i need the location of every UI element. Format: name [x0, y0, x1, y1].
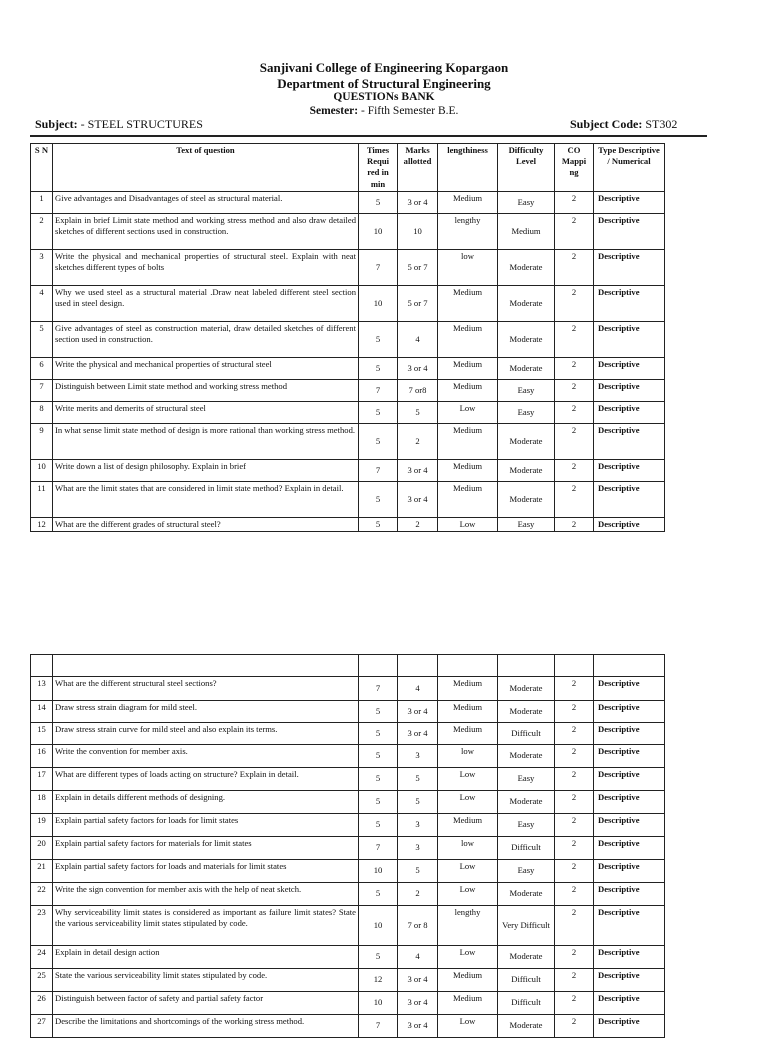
time-required: 5: [359, 701, 398, 723]
co-mapping: 2: [555, 481, 594, 517]
lengthiness: Medium: [438, 723, 498, 745]
marks-allotted: 2: [398, 883, 438, 906]
question-text: Explain in details different methods of designing.: [53, 791, 359, 814]
difficulty-level: Easy: [498, 401, 555, 423]
question-text: Why serviceability limit states is considered as important as failure limit states? State the various serviceability limit states stipulated by code.: [53, 906, 359, 946]
question-text: Describe the limitations and shortcomings of the working stress method.: [53, 1015, 359, 1038]
co-mapping: 2: [555, 401, 594, 423]
marks-allotted: 3 or 4: [398, 191, 438, 213]
question-text: Explain partial safety factors for loads and materials for limit states: [53, 860, 359, 883]
time-required: 5: [359, 768, 398, 791]
marks-allotted: 3 or 4: [398, 357, 438, 379]
question-row: [31, 249, 665, 285]
question-number: 2: [31, 213, 53, 249]
difficulty-level: Difficult: [498, 723, 555, 745]
question-text: Give advantages and Disadvantages of steel as structural material.: [53, 191, 359, 213]
marks-allotted: 4: [398, 321, 438, 357]
question-row: [31, 946, 665, 969]
co-mapping: 2: [555, 423, 594, 459]
question-type: Descriptive: [594, 321, 665, 357]
question-text: In what sense limit state method of design is more rational than working stress method.: [53, 423, 359, 459]
col-header-type: Type Descriptive / Numerical: [594, 144, 665, 192]
co-mapping: 2: [555, 321, 594, 357]
college-name: Sanjivani College of Engineering Kopargaon: [259, 60, 509, 75]
lengthiness: Medium: [438, 423, 498, 459]
time-required: 5: [359, 883, 398, 906]
question-number: 27: [31, 1015, 53, 1038]
question-number: 7: [31, 379, 53, 401]
co-mapping: 2: [555, 883, 594, 906]
question-number: 8: [31, 401, 53, 423]
lengthiness: Low: [438, 1015, 498, 1038]
question-text: Why we used steel as a structural material .Draw neat labeled different steel section used in steel design.: [53, 285, 359, 321]
lengthiness: Medium: [438, 969, 498, 992]
marks-allotted: 5: [398, 860, 438, 883]
lengthiness: low: [438, 745, 498, 768]
difficulty-level: Moderate: [498, 423, 555, 459]
co-mapping: 2: [555, 992, 594, 1015]
question-row: [31, 701, 665, 723]
co-mapping: 2: [555, 837, 594, 860]
semester-line: [0, 105, 768, 117]
question-row: [31, 213, 665, 249]
time-required: 7: [359, 1015, 398, 1038]
question-number: 21: [31, 860, 53, 883]
marks-allotted: 2: [398, 423, 438, 459]
col-header-marks: Marks allotted: [398, 144, 438, 192]
question-type: Descriptive: [594, 992, 665, 1015]
question-row: [31, 677, 665, 701]
lengthiness: Medium: [438, 459, 498, 481]
question-text: Draw stress strain curve for mild steel and also explain its terms.: [53, 723, 359, 745]
marks-allotted: 3 or 4: [398, 1015, 438, 1038]
question-type: Descriptive: [594, 481, 665, 517]
marks-allotted: 3 or 4: [398, 723, 438, 745]
co-mapping: 2: [555, 701, 594, 723]
question-type: Descriptive: [594, 946, 665, 969]
marks-allotted: 4: [398, 677, 438, 701]
question-text: Give advantages of steel as construction material, draw detailed sketches of different section used in construction.: [53, 321, 359, 357]
marks-allotted: 5: [398, 401, 438, 423]
difficulty-level: Moderate: [498, 459, 555, 481]
marks-allotted: 3: [398, 837, 438, 860]
difficulty-level: Moderate: [498, 946, 555, 969]
co-mapping: 2: [555, 969, 594, 992]
question-row: [31, 379, 665, 401]
time-required: 7: [359, 459, 398, 481]
time-required: 10: [359, 285, 398, 321]
subject-code-line: [570, 117, 677, 132]
subject-code-value: ST302: [642, 117, 678, 131]
question-text: Explain partial safety factors for loads for limit states: [53, 814, 359, 837]
time-required: 5: [359, 791, 398, 814]
question-number: 15: [31, 723, 53, 745]
co-mapping: 2: [555, 249, 594, 285]
question-text: Write the sign convention for member axis with the help of neat sketch.: [53, 883, 359, 906]
time-required: 5: [359, 814, 398, 837]
lengthiness: Low: [438, 401, 498, 423]
question-row: [31, 860, 665, 883]
question-row: [31, 883, 665, 906]
difficulty-level: Moderate: [498, 249, 555, 285]
marks-allotted: 5: [398, 791, 438, 814]
question-row: [31, 837, 665, 860]
marks-allotted: 5 or 7: [398, 285, 438, 321]
co-mapping: 2: [555, 723, 594, 745]
department-name: Department of Structural Engineering: [277, 76, 491, 91]
question-type: Descriptive: [594, 401, 665, 423]
co-mapping: 2: [555, 357, 594, 379]
question-type: Descriptive: [594, 768, 665, 791]
question-row: [31, 459, 665, 481]
time-required: 5: [359, 946, 398, 969]
question-text: Explain in brief Limit state method and working stress method and also draw detailed sketches of different sections used in construction.: [53, 213, 359, 249]
lengthiness: lengthy: [438, 906, 498, 946]
lengthiness: Medium: [438, 701, 498, 723]
question-type: Descriptive: [594, 883, 665, 906]
question-number: 23: [31, 906, 53, 946]
question-text: State the various serviceability limit states stipulated by code.: [53, 969, 359, 992]
question-text: What are the different grades of structural steel?: [53, 517, 359, 531]
question-row: [31, 969, 665, 992]
time-required: 5: [359, 723, 398, 745]
question-type: Descriptive: [594, 860, 665, 883]
marks-allotted: 7 or8: [398, 379, 438, 401]
time-required: 10: [359, 992, 398, 1015]
difficulty-level: Moderate: [498, 357, 555, 379]
marks-allotted: 3 or 4: [398, 992, 438, 1015]
time-required: 5: [359, 481, 398, 517]
time-required: 5: [359, 401, 398, 423]
question-row: [31, 191, 665, 213]
difficulty-level: Moderate: [498, 677, 555, 701]
question-number: 20: [31, 837, 53, 860]
question-text: What are the different structural steel sections?: [53, 677, 359, 701]
co-mapping: 2: [555, 791, 594, 814]
question-row: [31, 321, 665, 357]
marks-allotted: 3 or 4: [398, 481, 438, 517]
question-type: Descriptive: [594, 517, 665, 531]
question-number: 25: [31, 969, 53, 992]
question-number: 3: [31, 249, 53, 285]
marks-allotted: 3 or 4: [398, 969, 438, 992]
difficulty-level: Moderate: [498, 745, 555, 768]
question-number: 11: [31, 481, 53, 517]
question-text: Write the physical and mechanical properties of structural steel: [53, 357, 359, 379]
question-type: Descriptive: [594, 249, 665, 285]
question-number: 19: [31, 814, 53, 837]
question-text: Explain in detail design action: [53, 946, 359, 969]
question-number: 24: [31, 946, 53, 969]
time-required: 5: [359, 745, 398, 768]
question-text: Write merits and demerits of structural steel: [53, 401, 359, 423]
time-required: 5: [359, 321, 398, 357]
blank-header-row: [31, 655, 665, 677]
question-number: 5: [31, 321, 53, 357]
co-mapping: 2: [555, 285, 594, 321]
lengthiness: Medium: [438, 992, 498, 1015]
question-type: Descriptive: [594, 969, 665, 992]
question-row: [31, 517, 665, 531]
question-type: Descriptive: [594, 213, 665, 249]
col-header-sn: S N: [31, 144, 53, 192]
question-text: What are the limit states that are considered in limit state method? Explain in detail.: [53, 481, 359, 517]
question-number: 17: [31, 768, 53, 791]
time-required: 7: [359, 837, 398, 860]
col-header-time: Times Requi red in min: [359, 144, 398, 192]
question-row: [31, 791, 665, 814]
questions-table-page1: [30, 143, 665, 532]
question-type: Descriptive: [594, 459, 665, 481]
co-mapping: 2: [555, 768, 594, 791]
marks-allotted: 5: [398, 768, 438, 791]
col-header-co: CO Mappi ng: [555, 144, 594, 192]
question-number: 14: [31, 701, 53, 723]
lengthiness: Low: [438, 517, 498, 531]
time-required: 5: [359, 517, 398, 531]
question-type: Descriptive: [594, 701, 665, 723]
question-row: [31, 401, 665, 423]
co-mapping: 2: [555, 213, 594, 249]
question-row: [31, 423, 665, 459]
difficulty-level: Easy: [498, 860, 555, 883]
question-row: [31, 992, 665, 1015]
lengthiness: Medium: [438, 814, 498, 837]
subject-value: - STEEL STRUCTURES: [77, 117, 203, 131]
co-mapping: 2: [555, 860, 594, 883]
difficulty-level: Moderate: [498, 701, 555, 723]
difficulty-level: Difficult: [498, 992, 555, 1015]
marks-allotted: 3 or 4: [398, 701, 438, 723]
co-mapping: 2: [555, 814, 594, 837]
difficulty-level: Difficult: [498, 837, 555, 860]
marks-allotted: 3: [398, 814, 438, 837]
difficulty-level: Easy: [498, 379, 555, 401]
col-header-lengthiness: lengthiness: [438, 144, 498, 192]
subject-label: Subject:: [35, 117, 78, 131]
lengthiness: Low: [438, 791, 498, 814]
difficulty-level: Easy: [498, 191, 555, 213]
co-mapping: 2: [555, 459, 594, 481]
difficulty-level: Moderate: [498, 791, 555, 814]
question-row: [31, 768, 665, 791]
lengthiness: low: [438, 249, 498, 285]
marks-allotted: 2: [398, 517, 438, 531]
question-type: Descriptive: [594, 906, 665, 946]
time-required: 5: [359, 191, 398, 213]
lengthiness: Medium: [438, 677, 498, 701]
question-type: Descriptive: [594, 791, 665, 814]
question-number: 26: [31, 992, 53, 1015]
marks-allotted: 7 or 8: [398, 906, 438, 946]
question-text: Write the physical and mechanical properties of structural steel. Explain with neat sketches different types of bolts: [53, 249, 359, 285]
col-header-difficulty: Difficulty Level: [498, 144, 555, 192]
lengthiness: Low: [438, 768, 498, 791]
question-row: [31, 745, 665, 768]
question-number: 13: [31, 677, 53, 701]
time-required: 5: [359, 423, 398, 459]
marks-allotted: 4: [398, 946, 438, 969]
lengthiness: lengthy: [438, 213, 498, 249]
question-type: Descriptive: [594, 357, 665, 379]
question-text: What are different types of loads acting on structure? Explain in detail.: [53, 768, 359, 791]
question-text: Distinguish between Limit state method and working stress method: [53, 379, 359, 401]
question-number: 6: [31, 357, 53, 379]
question-row: [31, 357, 665, 379]
question-row: [31, 285, 665, 321]
difficulty-level: Easy: [498, 517, 555, 531]
question-type: Descriptive: [594, 677, 665, 701]
lengthiness: Low: [438, 946, 498, 969]
time-required: 10: [359, 213, 398, 249]
lengthiness: Medium: [438, 357, 498, 379]
difficulty-level: Moderate: [498, 883, 555, 906]
co-mapping: 2: [555, 379, 594, 401]
questions-body-page1: [31, 191, 665, 531]
question-type: Descriptive: [594, 723, 665, 745]
question-row: [31, 723, 665, 745]
question-number: 22: [31, 883, 53, 906]
marks-allotted: 3: [398, 745, 438, 768]
marks-allotted: 5 or 7: [398, 249, 438, 285]
time-required: 7: [359, 379, 398, 401]
question-number: 12: [31, 517, 53, 531]
subject-code-label: Subject Code:: [570, 117, 643, 131]
question-type: Descriptive: [594, 423, 665, 459]
lengthiness: Low: [438, 860, 498, 883]
question-text: Explain partial safety factors for materials for limit states: [53, 837, 359, 860]
question-text: Distinguish between factor of safety and partial safety factor: [53, 992, 359, 1015]
question-number: 16: [31, 745, 53, 768]
table-header-row: [31, 144, 665, 192]
lengthiness: Medium: [438, 191, 498, 213]
difficulty-level: Moderate: [498, 1015, 555, 1038]
question-number: 18: [31, 791, 53, 814]
time-required: 12: [359, 969, 398, 992]
lengthiness: Medium: [438, 321, 498, 357]
lengthiness: Medium: [438, 481, 498, 517]
question-row: [31, 906, 665, 946]
time-required: 7: [359, 677, 398, 701]
semester-label: Semester:: [309, 105, 359, 117]
question-type: Descriptive: [594, 745, 665, 768]
difficulty-level: Easy: [498, 768, 555, 791]
co-mapping: 2: [555, 906, 594, 946]
time-required: 5: [359, 357, 398, 379]
questions-body-page2: [31, 677, 665, 1038]
question-text: Write down a list of design philosophy. Explain in brief: [53, 459, 359, 481]
question-row: [31, 814, 665, 837]
lengthiness: Medium: [438, 285, 498, 321]
question-type: Descriptive: [594, 285, 665, 321]
col-header-text: Text of question: [53, 144, 359, 192]
question-number: 10: [31, 459, 53, 481]
question-type: Descriptive: [594, 814, 665, 837]
lengthiness: Medium: [438, 379, 498, 401]
question-text: Write the convention for member axis.: [53, 745, 359, 768]
questions-table-page2: [30, 654, 665, 1038]
lengthiness: Low: [438, 883, 498, 906]
time-required: 10: [359, 906, 398, 946]
marks-allotted: 10: [398, 213, 438, 249]
time-required: 10: [359, 860, 398, 883]
question-row: [31, 481, 665, 517]
question-type: Descriptive: [594, 1015, 665, 1038]
difficulty-level: Very Difficult: [498, 906, 555, 946]
co-mapping: 2: [555, 1015, 594, 1038]
difficulty-level: Easy: [498, 814, 555, 837]
question-type: Descriptive: [594, 837, 665, 860]
question-row: [31, 1015, 665, 1038]
question-text: Draw stress strain diagram for mild steel.: [53, 701, 359, 723]
question-type: Descriptive: [594, 191, 665, 213]
document-title: QUESTIONs BANK: [333, 91, 435, 103]
co-mapping: 2: [555, 191, 594, 213]
difficulty-level: Moderate: [498, 481, 555, 517]
co-mapping: 2: [555, 517, 594, 531]
co-mapping: 2: [555, 946, 594, 969]
co-mapping: 2: [555, 677, 594, 701]
co-mapping: 2: [555, 745, 594, 768]
semester-value: - Fifth Semester B.E.: [358, 105, 459, 117]
subject-line: [35, 117, 203, 132]
difficulty-level: Medium: [498, 213, 555, 249]
question-number: 9: [31, 423, 53, 459]
header-divider: [30, 135, 707, 137]
difficulty-level: Difficult: [498, 969, 555, 992]
question-number: 4: [31, 285, 53, 321]
question-number: 1: [31, 191, 53, 213]
difficulty-level: Moderate: [498, 285, 555, 321]
difficulty-level: Moderate: [498, 321, 555, 357]
lengthiness: low: [438, 837, 498, 860]
question-type: Descriptive: [594, 379, 665, 401]
time-required: 7: [359, 249, 398, 285]
marks-allotted: 3 or 4: [398, 459, 438, 481]
